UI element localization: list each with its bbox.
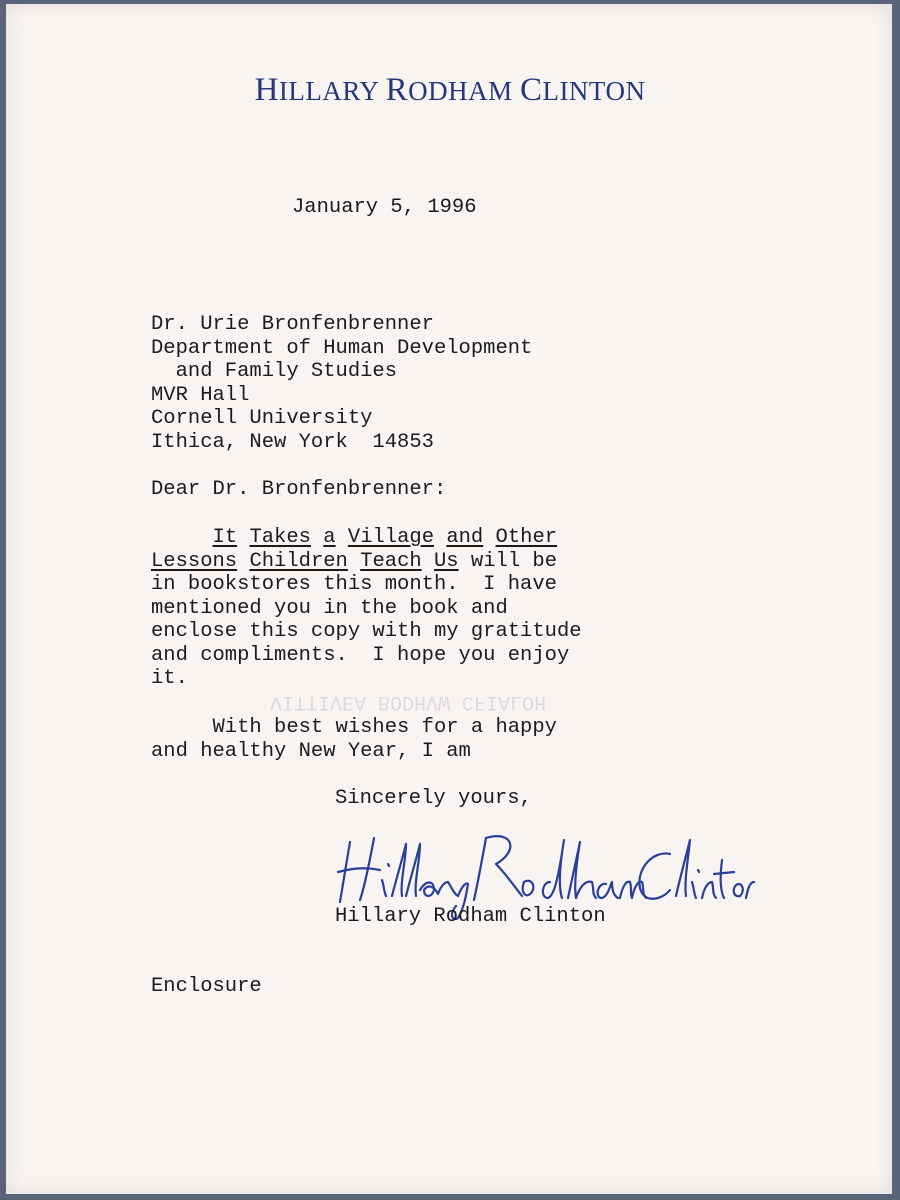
salutation: Dear Dr. Bronfenbrenner: bbox=[151, 478, 447, 501]
paragraph-line: in bookstores this month. I have bbox=[151, 573, 557, 596]
book-title-word: It bbox=[212, 526, 238, 549]
paragraph-line: it. bbox=[151, 667, 188, 690]
paragraph-line bbox=[151, 550, 582, 574]
address-line: Department of Human Development bbox=[151, 336, 533, 360]
book-title-word: Takes bbox=[249, 526, 311, 549]
paragraph-line: With best wishes for a happy bbox=[151, 716, 557, 739]
book-title-word: and bbox=[446, 526, 484, 549]
letterhead: HILLARY RODHAM CLINTON bbox=[254, 72, 646, 108]
paragraph-line: and healthy New Year, I am bbox=[151, 739, 471, 763]
letter-date: January 5, 1996 bbox=[292, 196, 477, 219]
typed-signatory-name: Hillary Rodham Clinton bbox=[335, 905, 606, 928]
book-title-word: Other bbox=[495, 526, 558, 549]
address-line: Ithica, New York 14853 bbox=[151, 430, 434, 454]
address-line: and Family Studies bbox=[151, 360, 398, 383]
paragraph-line: and compliments. I hope you enjoy bbox=[151, 643, 570, 667]
book-title-word: Us bbox=[434, 549, 459, 573]
book-title-word: Village bbox=[347, 526, 435, 549]
paragraph-line: enclose this copy with my gratitude bbox=[151, 620, 582, 643]
address-line: Dr. Urie Bronfenbrenner bbox=[151, 313, 434, 336]
paragraph-line: mentioned you in the book and bbox=[151, 596, 508, 620]
paragraph-line bbox=[151, 526, 582, 550]
enclosure-note: Enclosure bbox=[151, 975, 262, 998]
book-title-word: a bbox=[323, 526, 336, 549]
body-paragraph-2 bbox=[151, 716, 557, 763]
bleed-through-text: VITTIVEA BODHVW CFIALOH bbox=[150, 690, 547, 713]
body-paragraph-1 bbox=[151, 526, 582, 691]
book-title-word: Children bbox=[249, 549, 348, 573]
address-line: Cornell University bbox=[151, 407, 373, 430]
closing: Sincerely yours, bbox=[335, 787, 532, 810]
book-title-word: Teach bbox=[360, 549, 422, 573]
book-title-word: Lessons bbox=[151, 549, 238, 573]
paragraph-text: will be bbox=[458, 549, 558, 573]
address-line: MVR Hall bbox=[151, 383, 250, 407]
recipient-address bbox=[151, 313, 532, 454]
